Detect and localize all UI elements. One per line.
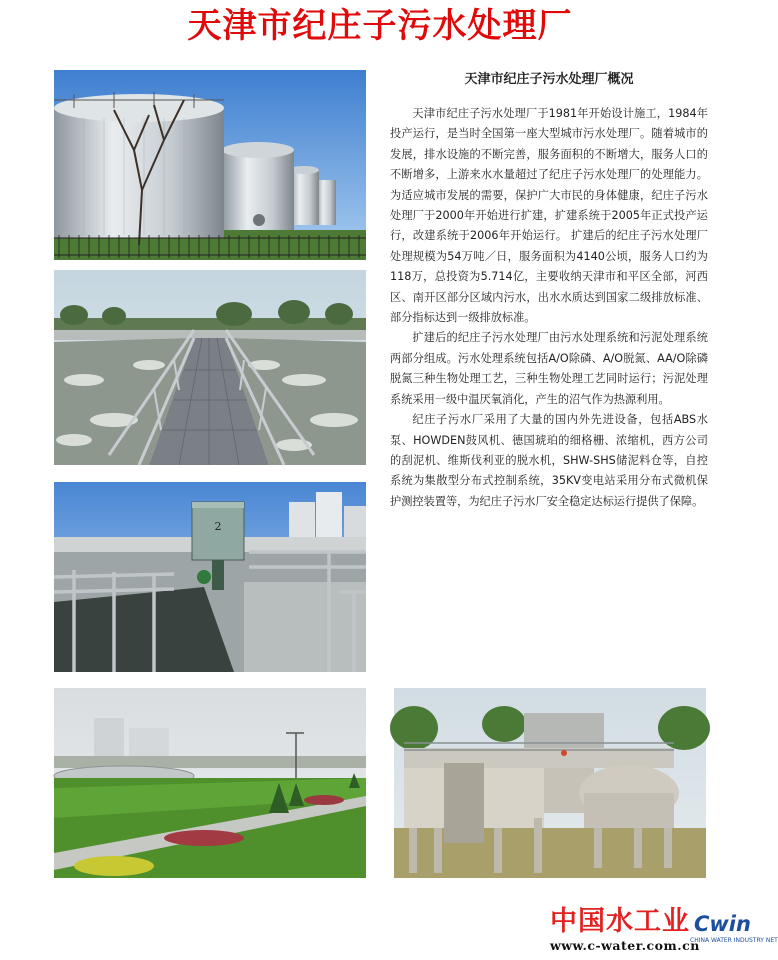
- article-paragraph-3: 纪庄子污水厂采用了大量的国内外先进设备，包括ABS水泵、HOWDEN鼓风机、德国琥珀的细格栅、浓缩机，西方公司的刮泥机、维斯伐利亚的脱水机，SHW-SHS储泥料仓等，自控系统为集散型分布式控制系统，35KV变电站采用分布式微机保护测控装置等，为纪庄子污水厂安全稳定达标运行提供了保障。: [390, 413, 708, 508]
- photo-concrete-structure: [394, 688, 706, 878]
- footer-logo: [540, 906, 778, 960]
- photo-control-box: [54, 482, 366, 672]
- cwin-logo-subtitle: CHINA WATER INDUSTRY NET: [690, 937, 778, 944]
- brand-name: 中国水工业: [550, 906, 690, 937]
- article: [390, 70, 708, 512]
- cwin-logo: Cwin: [694, 912, 751, 936]
- photo-digester-tanks: [54, 70, 366, 260]
- photo-garden-clarifier: [54, 688, 366, 878]
- control-box-number: 2: [214, 520, 222, 533]
- article-title: 天津市纪庄子污水处理厂概况: [464, 72, 634, 87]
- photo-aeration-walkway: [54, 270, 366, 465]
- article-paragraph-1: 天津市纪庄子污水处理厂于1981年开始设计施工，1984年投产运行，是当时全国第一座大型城市污水处理厂。随着城市的发展，排水设施的不断完善，服务面积的不断增大，服务人口的不断增多，上游来水水量超过了纪庄子污水处理厂的处理能力。为适应城市发展的需要，保护广大市民的身体健康，纪庄子污水处理厂于2000年开始进行扩建，扩建系统于2005年正式投产运行，改建系统于2006年开始运行。 扩建后的纪庄子污水处理厂处理规模为54万吨／日，服务面积为4140公顷，服务人口约为118万，总投资为5.714亿，主要收纳天津市和平区全部，河西区、南开区部分区域内污水，出水水质达到国家二级排放标准、部分指标达到一级排放标准。: [390, 107, 708, 325]
- website-url[interactable]: www.c-water.com.cn: [550, 938, 700, 953]
- page-title: 天津市纪庄子污水处理厂: [187, 6, 573, 46]
- article-paragraph-2: 扩建后的纪庄子污水处理厂由污水处理系统和污泥处理系统两部分组成。污水处理系统包括A/O除磷、A/O脱氮、AA/O除磷脱氮三种生物处理工艺，三种生物处理工艺同时运行；污泥处理系统采用一级中温厌氧消化，产生的沼气作为热源利用。: [390, 331, 708, 406]
